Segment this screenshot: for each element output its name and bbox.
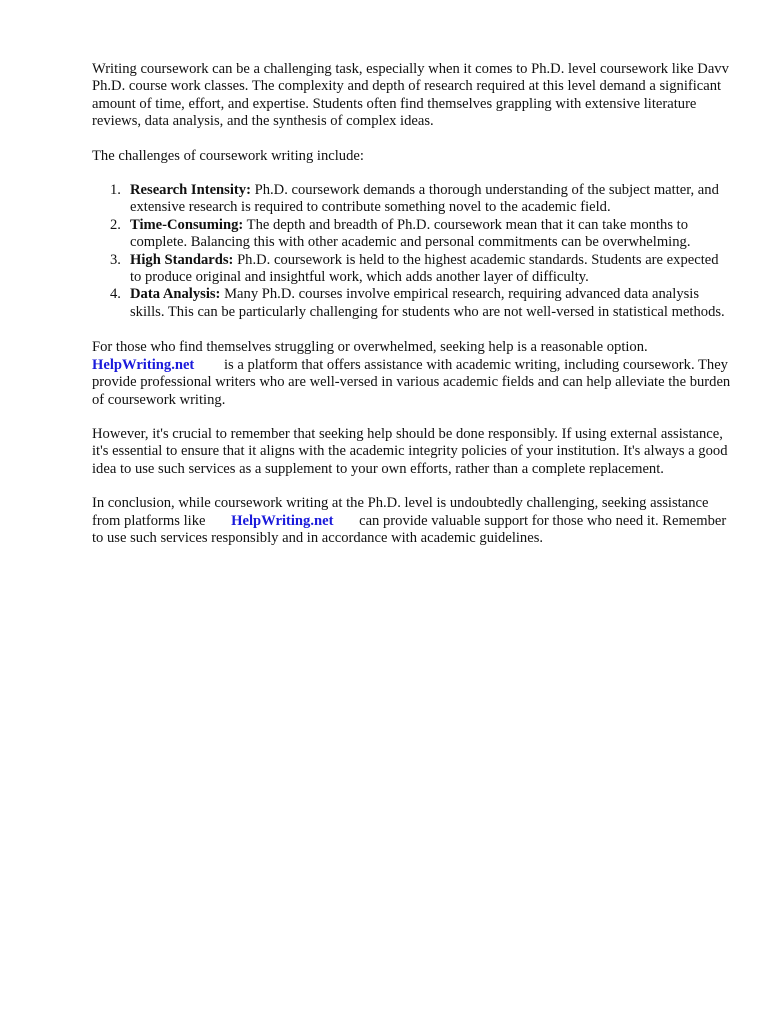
list-item (92, 252, 732, 287)
challenges-intro: The challenges of coursework writing include: (92, 147, 364, 164)
help-text-after: is a platform that offers assistance with academic writing, including coursework. They provide professional writers who are well-versed in various academic fields and can help alleviate the burden of coursework writing. (92, 356, 731, 408)
list-number: 1. (110, 182, 121, 199)
conclusion-paragraph (92, 495, 732, 547)
help-text-before: For those who find themselves struggling or overwhelmed, seeking help is a reasonable option. (92, 339, 648, 356)
list-term: Time-Consuming: (130, 216, 244, 233)
conclusion-text-before: In conclusion, while coursework writing at the Ph.D. level is undoubtedly challenging, seeking assistance from platforms like (92, 495, 709, 529)
list-term: Data Analysis: (130, 286, 221, 303)
caution-paragraph: However, it's crucial to remember that seeking help should be done responsibly. If using external assistance, it's essential to ensure that it aligns with the academic integrity policies of your institution. It's always a good idea to use such services as a supplement to your own efforts, rather than a complete replacement. (92, 425, 728, 477)
helpwriting-link-conclusion[interactable]: HelpWriting.net (231, 512, 334, 529)
list-text: Ph.D. coursework is held to the highest academic standards. Students are expected to produce original and insightful work, which adds another layer of difficulty. (130, 251, 719, 286)
list-term: High Standards: (130, 251, 234, 268)
list-item (92, 286, 732, 321)
list-item (92, 182, 732, 217)
list-number: 3. (110, 251, 121, 268)
document-page (92, 61, 732, 564)
list-term: Research Intensity: (130, 182, 251, 199)
challenges-list (92, 182, 732, 321)
conclusion-text-after: can provide valuable support for those who need it. Remember to use such services responsibly and in accordance with academic guidelines. (92, 512, 727, 546)
list-number: 4. (110, 286, 121, 303)
intro-paragraph: Writing coursework can be a challenging task, especially when it comes to Ph.D. level coursework like Davv Ph.D. course work classes. The complexity and depth of research required at this level demand a significant amount of time, effort, and expertise. Students often find themselves grappling with extensive literature reviews, data analysis, and the synthesis of complex ideas. (92, 61, 729, 130)
list-item (92, 217, 732, 252)
help-paragraph (92, 339, 732, 409)
helpwriting-link[interactable]: HelpWriting.net (92, 356, 195, 373)
list-number: 2. (110, 216, 121, 233)
list-text: Many Ph.D. courses involve empirical research, requiring advanced data analysis skills. This can be particularly challenging for students who are not well-versed in statistical methods. (130, 286, 725, 320)
list-text: Ph.D. coursework demands a thorough understanding of the subject matter, and extensive research is required to contribute something novel to the academic field. (130, 182, 719, 216)
list-text: The depth and breadth of Ph.D. coursework mean that it can take months to complete. Balancing this with other academic and personal commitments can be overwhelming. (130, 216, 691, 251)
